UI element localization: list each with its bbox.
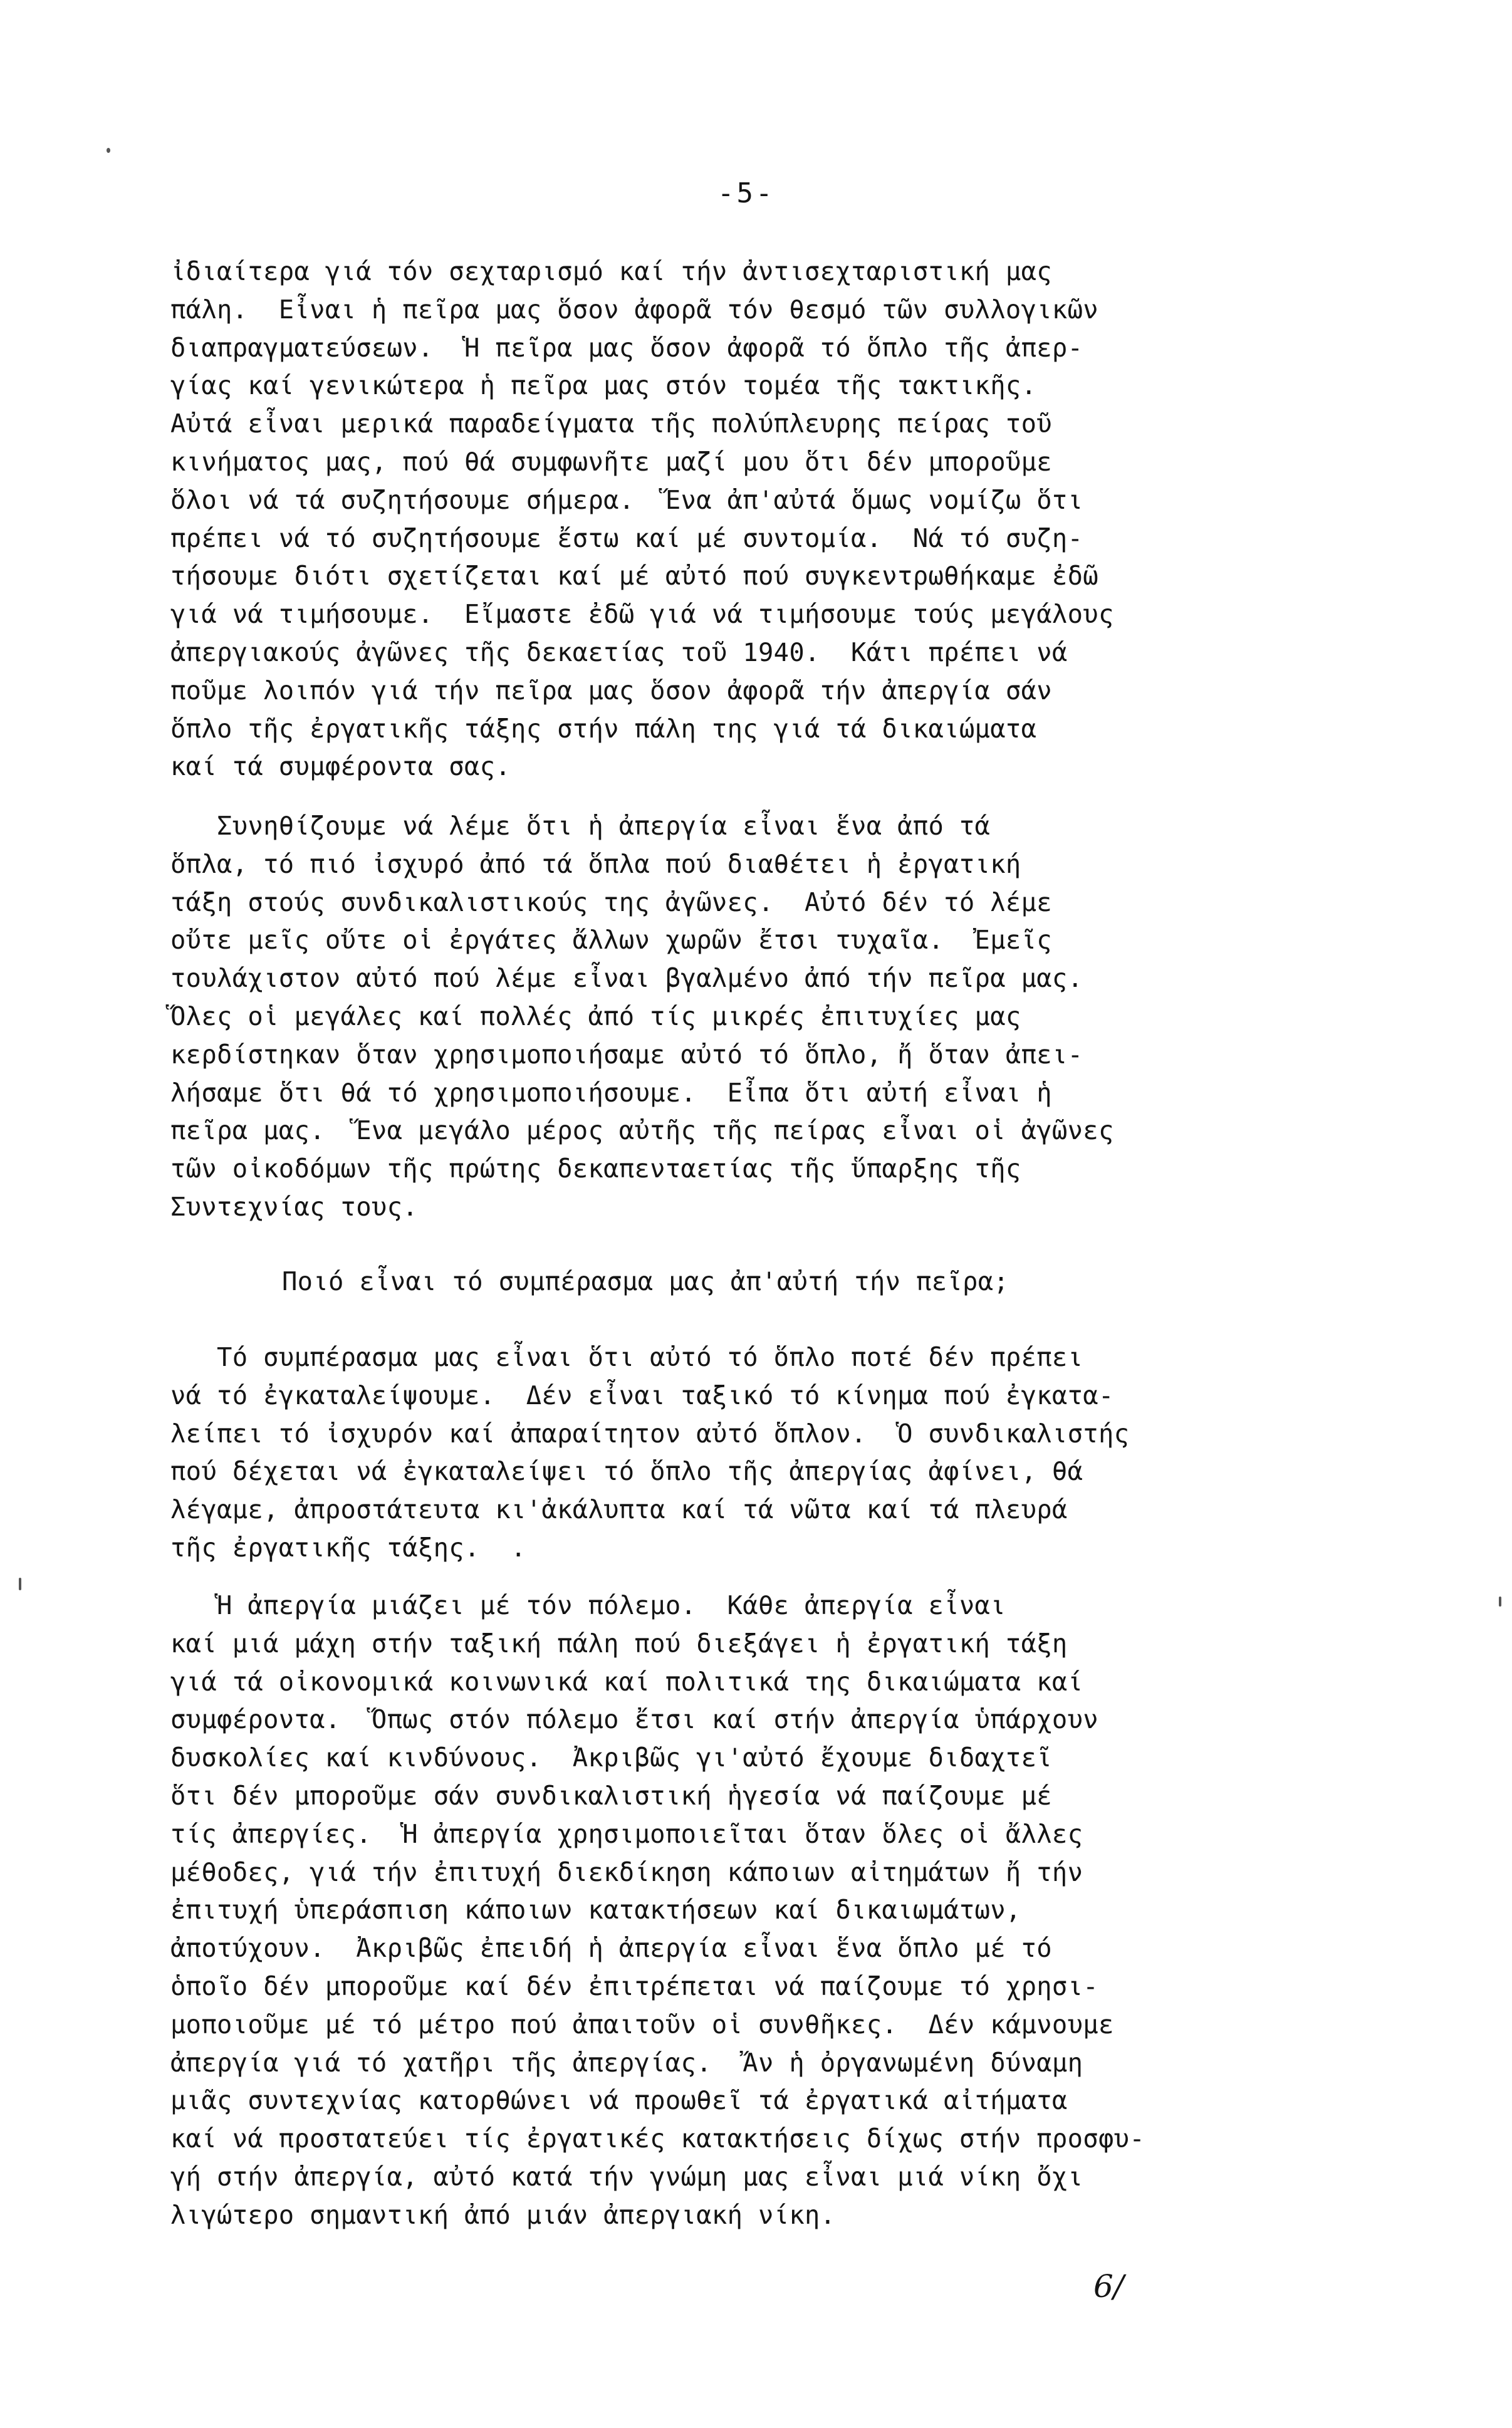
text-line: γή στήν ἀπεργία, αὐτό κατά τήν γνώμη μας εἶναι μιά νίκη ὄχι: [170, 2161, 1083, 2192]
text-line: Τό συμπέρασμα μας εἶναι ὅτι αὐτό τό ὅπλο ποτέ δέν πρέπει: [170, 1342, 1083, 1372]
text-line: καί τά συμφέροντα σας.: [170, 751, 511, 782]
text-line: γιά νά τιμήσουμε. Εἴμαστε ἐδῶ γιά νά τιμήσουμε τούς μεγάλους: [170, 599, 1114, 630]
text-line: κινήματος μας, πού θά συμφωνῆτε μαζί μου ὅτι δέν μποροῦμε: [170, 446, 1052, 477]
scan-speck: [1499, 1597, 1501, 1607]
text-line: μιᾶς συντεχνίας κατορθώνει νά προωθεῖ τά ἐργατικά αἰτήματα: [170, 2085, 1068, 2116]
text-line: γιά τά οἰκονομικά κοινωνικά καί πολιτικά της δικαιώματα καί: [170, 1666, 1083, 1697]
text-line: καί νά προστατεύει τίς ἐργατικές κατακτήσεις δίχως στήν προσφυ-: [170, 2123, 1145, 2154]
text-line: τίς ἀπεργίες. Ἡ ἀπεργία χρησιμοποιεῖται ὅταν ὅλες οἱ ἄλλες: [170, 1818, 1083, 1849]
text-line: λιγώτερο σημαντική ἀπό μιάν ἀπεργιακή νίκη.: [170, 2199, 836, 2230]
scan-speck: [107, 148, 110, 153]
text-line: συμφέροντα. Ὅπως στόν πόλεμο ἔτσι καί στήν ἀπεργία ὑπάρχουν: [170, 1704, 1098, 1735]
text-line: ἰδιαίτερα γιά τόν σεχταρισμό καί τήν ἀντισεχταριστική μας: [170, 256, 1052, 286]
text-line: τάξη στούς συνδικαλιστικούς της ἀγῶνες. Αὐτό δέν τό λέμε: [170, 887, 1052, 917]
text-line: πάλη. Εἶναι ἡ πεῖρα μας ὅσον ἀφορᾶ τόν θεσμό τῶν συλλογικῶν: [170, 294, 1098, 325]
text-line: Αὐτά εἶναι μερικά παραδείγματα τῆς πολύπλευρης πείρας τοῦ: [170, 409, 1052, 439]
text-line: ὅτι δέν μποροῦμε σάν συνδικαλιστική ἡγεσία νά παίζουμε μέ: [170, 1780, 1052, 1811]
text-line: λήσαμε ὅτι θά τό χρησιμοποιήσουμε. Εἶπα ὅτι αὐτή εἶναι ἡ: [170, 1077, 1052, 1108]
text-line: ἐπιτυχή ὑπεράσπιση κάποιων κατακτήσεων καί δικαιωμάτων,: [170, 1895, 1021, 1925]
paragraph: [170, 1338, 1411, 1567]
text-line: Συντεχνίας τους.: [170, 1191, 418, 1222]
text-line: μοποιοῦμε μέ τό μέτρο πού ἀπαιτοῦν οἱ συνθῆκες. Δέν κάμνουμε: [170, 2009, 1114, 2040]
text-line: τῶν οἰκοδόμων τῆς πρώτης δεκαπενταετίας τῆς ὕπαρξης τῆς: [170, 1154, 1021, 1184]
text-line: λείπει τό ἰσχυρόν καί ἀπαραίτητον αὐτό ὅπλον. Ὁ συνδικαλιστής: [170, 1418, 1130, 1449]
text-line: ὅλοι νά τά συζητήσουμε σήμερα. Ἕνα ἀπ'αὐτά ὅμως νομίζω ὅτι: [170, 484, 1083, 515]
text-line: Ἡ ἀπεργία μιάζει μέ τόν πόλεμο. Κάθε ἀπεργία εἶναι: [170, 1590, 1006, 1620]
paragraph: [170, 1587, 1411, 2234]
text-line: κερδίστηκαν ὅταν χρησιμοποιήσαμε αὐτό τό ὅπλο, ἤ ὅταν ἀπει-: [170, 1039, 1083, 1070]
text-line: πεῖρα μας. Ἕνα μεγάλο μέρος αὐτῆς τῆς πείρας εἶναι οἱ ἀγῶνες: [170, 1115, 1114, 1146]
text-line: ἀπεργία γιά τό χατῆρι τῆς ἀπεργίας. Ἄν ἡ ὀργανωμένη δύναμη: [170, 2047, 1083, 2078]
text-line: τήσουμε διότι σχετίζεται καί μέ αὐτό πού συγκεντρωθήκαμε ἐδῶ: [170, 561, 1098, 591]
text-line: ὁποῖο δέν μποροῦμε καί δέν ἐπιτρέπεται νά παίζουμε τό χρησι-: [170, 1971, 1098, 2001]
text-line: δυσκολίες καί κινδύνους. Ἀκριβῶς γι'αὐτό ἔχουμε διδαχτεῖ: [170, 1743, 1052, 1773]
text-line: νά τό ἐγκαταλείψουμε. Δέν εἶναι ταξικό τό κίνημα πού ἐγκατα-: [170, 1380, 1114, 1410]
next-page-marker: 6/: [1093, 2268, 1124, 2305]
text-line: οὔτε μεῖς οὔτε οἱ ἐργάτες ἄλλων χωρῶν ἔτσι τυχαῖα. Ἐμεῖς: [170, 925, 1052, 956]
text-line: μέθοδες, γιά τήν ἐπιτυχή διεκδίκηση κάποιων αἰτημάτων ἤ τήν: [170, 1857, 1083, 1887]
text-line: ποῦμε λοιπόν γιά τήν πεῖρα μας ὅσον ἀφορᾶ τήν ἀπεργία σάν: [170, 675, 1052, 706]
text-line: πρέπει νά τό συζητήσουμε ἔστω καί μέ συντομία. Νά τό συζη-: [170, 523, 1083, 553]
scan-speck: [19, 1578, 21, 1590]
paragraph: [170, 807, 1411, 1226]
text-line: διαπραγματεύσεων. Ἡ πεῖρα μας ὅσον ἀφορᾶ τό ὅπλο τῆς ἀπερ-: [170, 332, 1083, 363]
paragraph: [170, 253, 1411, 786]
text-line: πού δέχεται νά ἐγκαταλείψει τό ὅπλο τῆς ἀπεργίας ἀφίνει, θά: [170, 1456, 1083, 1487]
text-line: Ὅλες οἱ μεγάλες καί πολλές ἀπό τίς μικρές ἐπιτυχίες μας: [170, 1001, 1021, 1031]
text-line: ὅπλο τῆς ἐργατικῆς τάξης στήν πάλη της γιά τά δικαιώματα: [170, 713, 1037, 744]
text-line: Συνηθίζουμε νά λέμε ὅτι ἡ ἀπεργία εἶναι ἕνα ἀπό τά: [170, 811, 991, 841]
text-line: τουλάχιστον αὐτό πού λέμε εἶναι βγαλμένο ἀπό τήν πεῖρα μας.: [170, 963, 1083, 994]
question-line: [282, 1263, 1512, 1301]
text-line: ἀπεργιακούς ἀγῶνες τῆς δεκαετίας τοῦ 1940. Κάτι πρέπει νά: [170, 637, 1068, 667]
page-number: -5-: [717, 177, 775, 209]
text-line: τῆς ἐργατικῆς τάξης. .: [170, 1532, 526, 1563]
text-line: ἀποτύχουν. Ἀκριβῶς ἐπειδή ἡ ἀπεργία εἶναι ἕνα ὅπλο μέ τό: [170, 1933, 1052, 1964]
text-line: γίας καί γενικώτερα ἡ πεῖρα μας στόν τομέα τῆς τακτικῆς.: [170, 370, 1037, 401]
text-line: ὅπλα, τό πιό ἰσχυρό ἀπό τά ὅπλα πού διαθέτει ἡ ἐργατική: [170, 848, 1021, 879]
text-line: καί μιά μάχη στήν ταξική πάλη πού διεξάγει ἡ ἐργατική τάξη: [170, 1628, 1068, 1659]
text-line: λέγαμε, ἀπροστάτευτα κι'ἀκάλυπτα καί τά νῶτα καί τά πλευρά: [170, 1494, 1068, 1525]
text-line: Ποιό εἶναι τό συμπέρασμα μας ἀπ'αὐτή τήν πεῖρα;: [282, 1266, 1009, 1296]
